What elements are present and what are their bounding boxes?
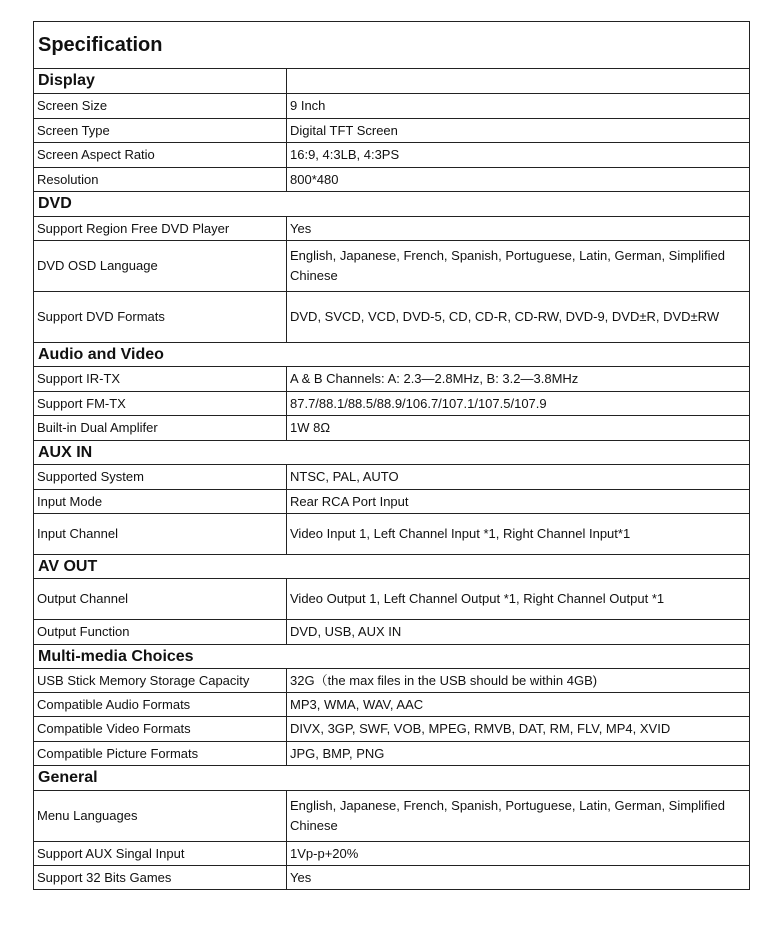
table-row	[34, 119, 750, 143]
specification-table	[33, 21, 750, 890]
row-label: Compatible Audio Formats	[34, 693, 287, 717]
row-value: Video Input 1, Left Channel Input *1, Right Channel Input*1	[287, 514, 750, 555]
table-row	[34, 94, 750, 119]
table-row	[34, 367, 750, 392]
section-header-general	[34, 766, 750, 791]
table-row	[34, 669, 750, 693]
table-row	[34, 143, 750, 168]
row-label: Screen Aspect Ratio	[34, 143, 287, 168]
row-value: 800*480	[287, 168, 750, 192]
table-row	[34, 842, 750, 866]
row-label: Output Function	[34, 620, 287, 645]
row-value: DVD, USB, AUX IN	[287, 620, 750, 645]
section-header-aux-in	[34, 441, 750, 465]
section-header-dvd	[34, 192, 750, 217]
row-label: Screen Size	[34, 94, 287, 119]
section-header-display	[34, 69, 750, 94]
section-title: Display	[34, 69, 287, 94]
section-title: DVD	[34, 192, 750, 217]
table-row	[34, 465, 750, 490]
section-title: General	[34, 766, 750, 791]
table-row	[34, 241, 750, 292]
title-row	[34, 22, 750, 69]
row-value: 16:9, 4:3LB, 4:3PS	[287, 143, 750, 168]
row-value: 32G（the max files in the USB should be within 4GB)	[287, 669, 750, 693]
row-value: 9 Inch	[287, 94, 750, 119]
row-value: DIVX, 3GP, SWF, VOB, MPEG, RMVB, DAT, RM, FLV, MP4, XVID	[287, 717, 750, 742]
row-label: Support IR-TX	[34, 367, 287, 392]
row-value: MP3, WMA, WAV, AAC	[287, 693, 750, 717]
row-label: Resolution	[34, 168, 287, 192]
row-value: Video Output 1, Left Channel Output *1, Right Channel Output *1	[287, 579, 750, 620]
row-value: JPG, BMP, PNG	[287, 742, 750, 766]
table-row	[34, 717, 750, 742]
row-label: Support DVD Formats	[34, 292, 287, 343]
row-value: DVD, SVCD, VCD, DVD-5, CD, CD-R, CD-RW, DVD-9, DVD±R, DVD±RW	[287, 292, 750, 343]
table-title: Specification	[34, 22, 750, 69]
row-label: Input Channel	[34, 514, 287, 555]
row-label: Built-in Dual Amplifer	[34, 416, 287, 441]
section-header-multimedia	[34, 645, 750, 669]
section-header-audio-video	[34, 343, 750, 367]
row-value: Digital TFT Screen	[287, 119, 750, 143]
row-label: Support FM-TX	[34, 392, 287, 416]
row-value: English, Japanese, French, Spanish, Portuguese, Latin, German, Simplified Chinese	[287, 241, 750, 292]
row-value: A & B Channels: A: 2.3—2.8MHz, B: 3.2—3.8MHz	[287, 367, 750, 392]
table-row	[34, 742, 750, 766]
row-label: Menu Languages	[34, 791, 287, 842]
row-label: DVD OSD Language	[34, 241, 287, 292]
row-label: Input Mode	[34, 490, 287, 514]
row-label: Screen Type	[34, 119, 287, 143]
table-row	[34, 392, 750, 416]
section-title: Audio and Video	[34, 343, 750, 367]
row-value: 87.7/88.1/88.5/88.9/106.7/107.1/107.5/107.9	[287, 392, 750, 416]
table-row	[34, 217, 750, 241]
row-value: NTSC, PAL, AUTO	[287, 465, 750, 490]
row-value: 1Vp-p+20%	[287, 842, 750, 866]
row-value: Yes	[287, 866, 750, 890]
table-row	[34, 579, 750, 620]
row-label: Supported System	[34, 465, 287, 490]
row-label: Support 32 Bits Games	[34, 866, 287, 890]
row-value: 1W 8Ω	[287, 416, 750, 441]
section-title: AV OUT	[34, 555, 750, 579]
section-title: Multi-media Choices	[34, 645, 750, 669]
table-row	[34, 693, 750, 717]
table-row	[34, 416, 750, 441]
row-value: Yes	[287, 217, 750, 241]
section-title: AUX IN	[34, 441, 750, 465]
row-label: Support Region Free DVD Player	[34, 217, 287, 241]
row-label: Compatible Picture Formats	[34, 742, 287, 766]
table-row	[34, 620, 750, 645]
row-label: Support AUX Singal Input	[34, 842, 287, 866]
row-label: Compatible Video Formats	[34, 717, 287, 742]
row-label: Output Channel	[34, 579, 287, 620]
table-row	[34, 168, 750, 192]
row-label: USB Stick Memory Storage Capacity	[34, 669, 287, 693]
table-row	[34, 866, 750, 890]
table-row	[34, 791, 750, 842]
table-row	[34, 490, 750, 514]
row-value: English, Japanese, French, Spanish, Portuguese, Latin, German, Simplified Chinese	[287, 791, 750, 842]
table-row	[34, 514, 750, 555]
section-header-av-out	[34, 555, 750, 579]
table-row	[34, 292, 750, 343]
row-value: Rear RCA Port Input	[287, 490, 750, 514]
